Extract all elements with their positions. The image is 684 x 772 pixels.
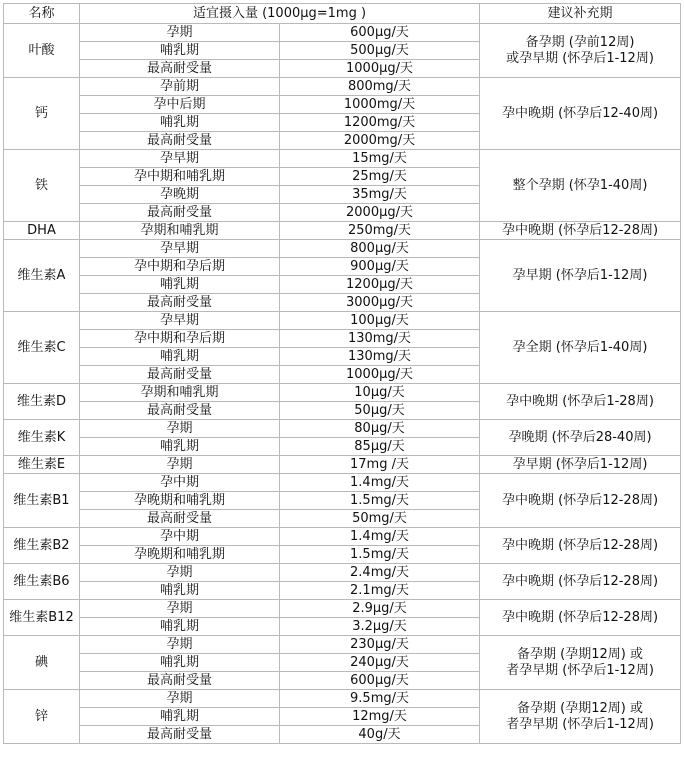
stage-cell: 哺乳期 (80, 438, 280, 456)
stage-cell: 孕期 (80, 690, 280, 708)
stage-cell: 哺乳期 (80, 618, 280, 636)
nutrient-name: 维生素A (4, 240, 80, 312)
suggestion-cell (480, 528, 681, 564)
table-row (4, 240, 681, 258)
stage-cell: 最高耐受量 (80, 366, 280, 384)
stage-cell: 哺乳期 (80, 276, 280, 294)
dose-cell: 50μg/天 (280, 402, 480, 420)
nutrient-name: 维生素E (4, 456, 80, 474)
dose-cell: 1000μg/天 (280, 366, 480, 384)
stage-cell: 最高耐受量 (80, 402, 280, 420)
dose-cell: 85μg/天 (280, 438, 480, 456)
suggestion-cell (480, 420, 681, 456)
suggestion-line: 整个孕期 (怀孕1-40周) (512, 177, 648, 193)
stage-cell: 孕早期 (80, 240, 280, 258)
nutrient-name: 钙 (4, 78, 80, 150)
nutrient-name: 铁 (4, 150, 80, 222)
stage-cell: 最高耐受量 (80, 60, 280, 78)
table-row (4, 636, 681, 654)
dose-cell: 2.9μg/天 (280, 600, 480, 618)
nutrition-table-body (4, 24, 681, 744)
suggestion-cell (480, 564, 681, 600)
suggestion-line: 备孕期 (孕前12周) (525, 34, 635, 50)
stage-cell: 孕期 (80, 636, 280, 654)
dose-cell: 1.5mg/天 (280, 546, 480, 564)
dose-cell: 900μg/天 (280, 258, 480, 276)
suggestion-line: 孕中晚期 (怀孕后12-40周) (501, 105, 659, 121)
nutrient-name: 维生素B6 (4, 564, 80, 600)
stage-cell: 最高耐受量 (80, 132, 280, 150)
table-row (4, 600, 681, 618)
table-row (4, 150, 681, 168)
dose-cell: 35mg/天 (280, 186, 480, 204)
dose-cell: 15mg/天 (280, 150, 480, 168)
suggestion-cell (480, 456, 681, 474)
stage-cell: 最高耐受量 (80, 510, 280, 528)
dose-cell: 130mg/天 (280, 330, 480, 348)
stage-cell: 孕期 (80, 420, 280, 438)
suggestion-cell (480, 78, 681, 150)
dose-cell: 10μg/天 (280, 384, 480, 402)
dose-cell: 600μg/天 (280, 24, 480, 42)
suggestion-cell (480, 24, 681, 78)
suggestion-line: 者孕早期 (怀孕后1-12周) (506, 662, 654, 678)
table-row (4, 24, 681, 42)
nutrient-name: 维生素B12 (4, 600, 80, 636)
dose-cell: 1.4mg/天 (280, 474, 480, 492)
suggestion-line: 孕中晚期 (怀孕后1-28周) (506, 393, 654, 409)
header-row (4, 4, 681, 24)
nutrient-name: 维生素B1 (4, 474, 80, 528)
dose-cell: 130mg/天 (280, 348, 480, 366)
suggestion-line: 孕中晚期 (怀孕后12-28周) (501, 222, 659, 238)
dose-cell: 3000μg/天 (280, 294, 480, 312)
stage-cell: 孕期 (80, 456, 280, 474)
stage-cell: 哺乳期 (80, 582, 280, 600)
dose-cell: 2000mg/天 (280, 132, 480, 150)
stage-cell: 最高耐受量 (80, 294, 280, 312)
stage-cell: 孕中期和哺乳期 (80, 168, 280, 186)
suggestion-line: 备孕期 (孕期12周) 或 (517, 700, 643, 716)
nutrient-name: DHA (4, 222, 80, 240)
table-row (4, 312, 681, 330)
table-row (4, 78, 681, 96)
table-row (4, 690, 681, 708)
stage-cell: 孕期 (80, 600, 280, 618)
dose-cell: 250mg/天 (280, 222, 480, 240)
dose-cell: 1200μg/天 (280, 276, 480, 294)
stage-cell: 孕期 (80, 564, 280, 582)
dose-cell: 1000μg/天 (280, 60, 480, 78)
stage-cell: 孕早期 (80, 312, 280, 330)
suggestion-cell (480, 240, 681, 312)
suggestion-line: 孕早期 (怀孕后1-12周) (512, 456, 648, 472)
suggestion-cell (480, 600, 681, 636)
stage-cell: 最高耐受量 (80, 672, 280, 690)
dose-cell: 800μg/天 (280, 240, 480, 258)
stage-cell: 哺乳期 (80, 114, 280, 132)
nutrient-name: 碘 (4, 636, 80, 690)
stage-cell: 孕中期 (80, 528, 280, 546)
suggestion-line: 孕早期 (怀孕后1-12周) (512, 267, 648, 283)
stage-cell: 孕中后期 (80, 96, 280, 114)
table-row (4, 528, 681, 546)
stage-cell: 最高耐受量 (80, 726, 280, 744)
stage-cell: 孕晚期 (80, 186, 280, 204)
nutrient-name: 维生素D (4, 384, 80, 420)
dose-cell: 9.5mg/天 (280, 690, 480, 708)
suggestion-line: 备孕期 (孕期12周) 或 (517, 646, 643, 662)
dose-cell: 3.2μg/天 (280, 618, 480, 636)
dose-cell: 1.4mg/天 (280, 528, 480, 546)
dose-cell: 600μg/天 (280, 672, 480, 690)
table-row (4, 456, 681, 474)
suggestion-cell (480, 312, 681, 384)
stage-cell: 哺乳期 (80, 348, 280, 366)
stage-cell: 孕期和哺乳期 (80, 384, 280, 402)
stage-cell: 孕晚期和哺乳期 (80, 492, 280, 510)
dose-cell: 100μg/天 (280, 312, 480, 330)
suggestion-cell (480, 474, 681, 528)
suggestion-line: 或孕早期 (怀孕后1-12周) (506, 50, 654, 66)
suggestion-cell (480, 636, 681, 690)
dose-cell: 800mg/天 (280, 78, 480, 96)
stage-cell: 哺乳期 (80, 708, 280, 726)
table-row (4, 420, 681, 438)
dose-cell: 17mg /天 (280, 456, 480, 474)
dose-cell: 500μg/天 (280, 42, 480, 60)
table-row (4, 384, 681, 402)
dose-cell: 2.4mg/天 (280, 564, 480, 582)
suggestion-cell (480, 690, 681, 744)
dose-cell: 1200mg/天 (280, 114, 480, 132)
dose-cell: 80μg/天 (280, 420, 480, 438)
dose-cell: 230μg/天 (280, 636, 480, 654)
dose-cell: 2000μg/天 (280, 204, 480, 222)
header-suggestion: 建议补充期 (480, 4, 681, 24)
stage-cell: 孕期和哺乳期 (80, 222, 280, 240)
suggestion-cell (480, 384, 681, 420)
stage-cell: 孕前期 (80, 78, 280, 96)
stage-cell: 孕中期和孕后期 (80, 330, 280, 348)
suggestion-line: 孕中晚期 (怀孕后12-28周) (501, 537, 659, 553)
stage-cell: 孕期 (80, 24, 280, 42)
nutrient-name: 维生素C (4, 312, 80, 384)
dose-cell: 50mg/天 (280, 510, 480, 528)
dose-cell: 40g/天 (280, 726, 480, 744)
header-name: 名称 (4, 4, 80, 24)
dose-cell: 240μg/天 (280, 654, 480, 672)
suggestion-cell (480, 150, 681, 222)
dose-cell: 12mg/天 (280, 708, 480, 726)
stage-cell: 孕早期 (80, 150, 280, 168)
nutrition-table (3, 3, 681, 744)
table-row (4, 222, 681, 240)
dose-cell: 1.5mg/天 (280, 492, 480, 510)
suggestion-line: 孕中晚期 (怀孕后12-28周) (501, 609, 659, 625)
suggestion-line: 孕中晚期 (怀孕后12-28周) (501, 492, 659, 508)
dose-cell: 2.1mg/天 (280, 582, 480, 600)
stage-cell: 孕中期 (80, 474, 280, 492)
dose-cell: 25mg/天 (280, 168, 480, 186)
stage-cell: 哺乳期 (80, 42, 280, 60)
stage-cell: 孕晚期和哺乳期 (80, 546, 280, 564)
suggestion-line: 者孕早期 (怀孕后1-12周) (506, 716, 654, 732)
nutrient-name: 维生素B2 (4, 528, 80, 564)
stage-cell: 哺乳期 (80, 654, 280, 672)
table-row (4, 474, 681, 492)
suggestion-cell (480, 222, 681, 240)
suggestion-line: 孕全期 (怀孕后1-40周) (512, 339, 648, 355)
table-row (4, 564, 681, 582)
stage-cell: 最高耐受量 (80, 204, 280, 222)
nutrient-name: 维生素K (4, 420, 80, 456)
stage-cell: 孕中期和孕后期 (80, 258, 280, 276)
nutrient-name: 叶酸 (4, 24, 80, 78)
header-intake: 适宜摄入量 (1000μg=1mg ) (80, 4, 480, 24)
dose-cell: 1000mg/天 (280, 96, 480, 114)
nutrient-name: 锌 (4, 690, 80, 744)
suggestion-line: 孕中晚期 (怀孕后12-28周) (501, 573, 659, 589)
suggestion-line: 孕晚期 (怀孕后28-40周) (508, 429, 652, 445)
